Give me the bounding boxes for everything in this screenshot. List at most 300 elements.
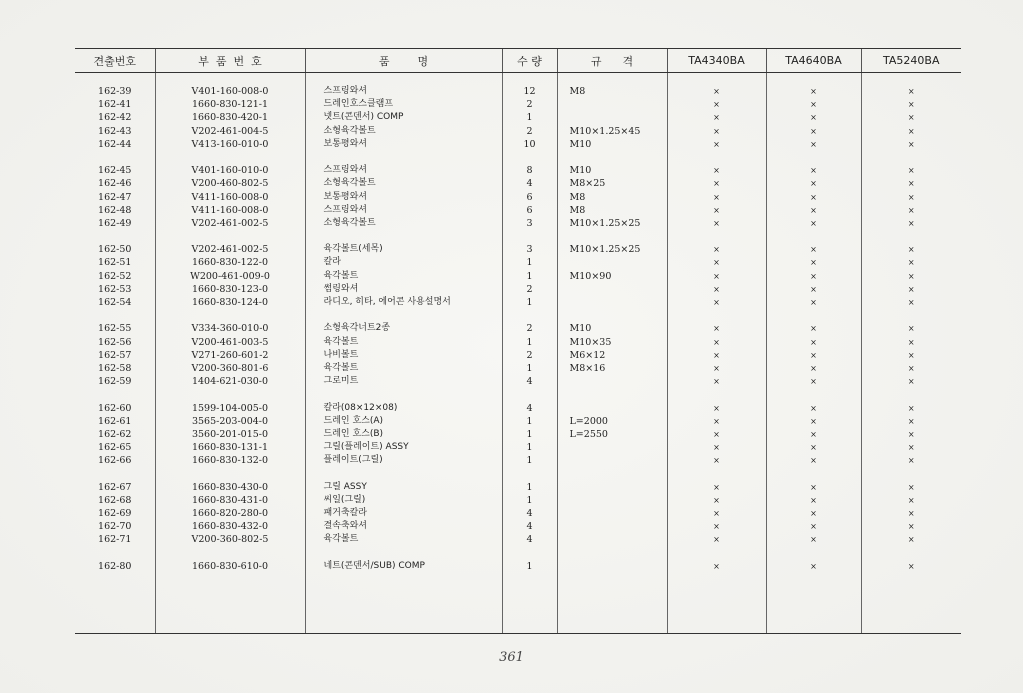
cell-code: 162-50: [98, 244, 132, 256]
model-mark: ×: [810, 377, 817, 387]
model-mark: ×: [810, 456, 817, 466]
model-mark: ×: [810, 443, 817, 453]
cell-spec: [570, 441, 667, 454]
cell-spec: M10×1.25×25: [569, 244, 641, 256]
cell-name: 소형육각볼트: [323, 178, 376, 189]
cell-qty: 3: [526, 217, 533, 229]
cell-part: V202-461-004-5: [191, 125, 269, 137]
model-mark: ×: [907, 179, 915, 189]
model-mark: ×: [713, 218, 720, 228]
model-mark: ×: [810, 192, 817, 202]
model-mark: ×: [713, 456, 720, 466]
model-mark: ×: [713, 126, 720, 136]
cell-part: V200-360-802-5: [191, 534, 269, 546]
header-model-ta4340ba: TA4340BA: [667, 49, 766, 73]
cell-spec: M10: [569, 165, 592, 177]
cell-qty: 1: [526, 362, 533, 374]
cell-part: 1660-830-124-0: [191, 297, 269, 308]
cell-qty: 12: [523, 86, 536, 97]
cell-spec: M10×35: [569, 336, 612, 348]
group-spacer: [324, 388, 502, 401]
group-spacer: [75, 467, 155, 480]
cell-code: 162-52: [98, 270, 132, 282]
cell-code: 162-56: [98, 336, 132, 348]
cell-qty: 10: [523, 138, 536, 150]
cell-part: W200-461-009-0: [190, 270, 270, 282]
quantity-column: [502, 73, 557, 634]
model-mark: ×: [810, 245, 817, 255]
header-part-name: 품 명: [305, 49, 502, 73]
cell-spec: [570, 481, 667, 494]
group-spacer: [668, 151, 766, 164]
code-column: [75, 73, 155, 634]
cell-code: 162-47: [98, 191, 132, 203]
group-spacer: [570, 230, 667, 243]
cell-qty: 6: [526, 204, 533, 216]
cell-qty: 1: [526, 112, 533, 124]
model-mark: ×: [810, 205, 817, 215]
group-spacer: [668, 388, 766, 401]
cell-name: 육각볼트: [323, 336, 359, 347]
model-mark: ×: [713, 416, 720, 426]
model-ta4640ba-column: [766, 73, 861, 634]
model-mark: ×: [713, 337, 720, 347]
cell-part: V200-461-003-5: [191, 336, 269, 348]
cell-code: 162-65: [98, 442, 132, 454]
cell-code: 162-53: [98, 283, 132, 295]
model-mark: ×: [810, 522, 817, 532]
model-mark: ×: [907, 443, 915, 453]
group-spacer: [767, 547, 861, 560]
model-mark: ×: [907, 126, 915, 136]
cell-code: 162-42: [98, 112, 132, 124]
cell-qty: 1: [526, 428, 533, 440]
cell-name: 패거축칼라: [323, 508, 367, 518]
cell-spec: M10: [569, 138, 592, 150]
cell-part: 1660-820-280-0: [191, 508, 269, 519]
model-mark: ×: [907, 561, 915, 571]
cell-name: 결속축와셔: [323, 521, 367, 532]
group-spacer: [668, 547, 766, 560]
cell-spec: M8: [569, 86, 586, 97]
model-mark: ×: [810, 100, 817, 110]
group-spacer: [503, 151, 557, 164]
cell-qty: 3: [526, 244, 533, 256]
cell-part: 1599-104-005-0: [191, 402, 269, 414]
cell-code: 162-46: [98, 178, 132, 190]
model-mark: ×: [907, 456, 915, 466]
model-mark: ×: [713, 561, 720, 571]
model-mark: ×: [810, 403, 817, 413]
model-mark: ×: [713, 443, 720, 453]
model-mark: ×: [713, 166, 720, 176]
model-mark: ×: [810, 337, 817, 347]
cell-name: 씨일(그릴): [323, 494, 366, 505]
cell-spec: L=2550: [569, 428, 608, 440]
group-spacer: [156, 230, 305, 243]
part-name-column: [305, 73, 502, 634]
cell-code: 162-70: [98, 521, 132, 533]
cell-part: 1404-621-030-0: [191, 376, 269, 388]
cell-spec: M8: [569, 204, 586, 216]
cell-qty: 1: [526, 494, 533, 506]
model-mark: ×: [810, 298, 817, 307]
group-spacer: [570, 151, 667, 164]
cell-code: 162-67: [98, 481, 132, 493]
group-spacer: [767, 467, 861, 480]
model-mark: ×: [810, 416, 817, 426]
cell-part: V202-461-002-5: [191, 244, 269, 256]
model-mark: ×: [810, 350, 817, 360]
group-spacer: [570, 309, 667, 322]
model-mark: ×: [907, 522, 915, 532]
cell-code: 162-71: [98, 534, 132, 546]
cell-name: 육각볼트: [323, 362, 359, 373]
cell-spec: M10×90: [569, 270, 612, 282]
cell-part: V200-460-802-5: [191, 178, 269, 190]
cell-qty: 4: [526, 402, 533, 414]
model-mark: ×: [713, 522, 720, 532]
model-mark: ×: [810, 113, 817, 123]
group-spacer: [862, 230, 962, 243]
group-spacer: [156, 467, 305, 480]
cell-code: 162-51: [98, 257, 132, 269]
cell-name: 나비볼트: [323, 349, 359, 360]
model-mark: ×: [810, 482, 817, 492]
cell-part: 1660-830-610-0: [191, 560, 269, 572]
group-spacer: [862, 309, 962, 322]
cell-part: V202-461-002-5: [191, 217, 269, 229]
model-mark: ×: [810, 363, 817, 373]
cell-spec: [570, 111, 667, 124]
model-mark: ×: [907, 482, 915, 492]
model-mark: ×: [810, 87, 817, 96]
cell-code: 162-66: [98, 455, 132, 467]
cell-name: 드레인 호스(B): [323, 428, 384, 439]
group-spacer: [767, 388, 861, 401]
cell-part: V401-160-010-0: [191, 165, 269, 177]
model-mark: ×: [907, 298, 915, 307]
cell-code: 162-54: [98, 297, 132, 308]
cell-code: 162-69: [98, 508, 132, 519]
cell-part: V334-360-010-0: [191, 323, 269, 335]
model-mark: ×: [713, 535, 720, 545]
cell-part: 1660-830-122-0: [191, 257, 269, 269]
cell-name: 소형육각볼트: [323, 217, 376, 228]
cell-spec: M6×12: [569, 349, 606, 361]
cell-code: 162-49: [98, 217, 132, 229]
model-mark: ×: [907, 337, 915, 347]
group-spacer: [324, 151, 502, 164]
group-spacer: [503, 467, 557, 480]
cell-qty: 8: [526, 165, 533, 177]
cell-spec: [570, 507, 667, 520]
group-spacer: [668, 230, 766, 243]
cell-name: 스프링와셔: [323, 204, 367, 215]
model-mark: ×: [713, 284, 720, 294]
cell-part: V411-160-008-0: [191, 204, 269, 216]
model-mark: ×: [907, 284, 915, 294]
cell-code: 162-62: [98, 428, 132, 440]
group-spacer: [862, 547, 962, 560]
model-mark: ×: [713, 87, 720, 96]
cell-name: 보통평와셔: [323, 191, 367, 202]
model-mark: ×: [713, 403, 720, 413]
cell-name: 스프링와셔: [323, 165, 367, 176]
cell-spec: [570, 520, 667, 533]
model-mark: ×: [907, 100, 915, 110]
cell-qty: 2: [526, 99, 533, 111]
group-spacer: [503, 547, 557, 560]
model-mark: ×: [907, 205, 915, 215]
model-mark: ×: [713, 324, 720, 334]
cell-part: V401-160-008-0: [191, 86, 269, 97]
cell-part: 1660-830-131-1: [191, 442, 269, 454]
model-mark: ×: [810, 218, 817, 228]
cell-spec: [570, 98, 667, 111]
model-mark: ×: [810, 258, 817, 268]
model-mark: ×: [907, 271, 915, 281]
cell-spec: M8×16: [569, 362, 606, 374]
table-body-row: [75, 73, 961, 634]
model-mark: ×: [810, 429, 817, 439]
cell-name: 그릴 ASSY: [323, 481, 367, 492]
group-spacer: [75, 309, 155, 322]
header-model-ta5240ba: TA5240BA: [861, 49, 961, 73]
header-code: 견출번호: [75, 49, 155, 73]
header-quantity: 수 량: [502, 49, 557, 73]
spec-column: [557, 73, 667, 634]
group-spacer: [75, 151, 155, 164]
cell-qty: 1: [526, 415, 533, 427]
model-mark: ×: [907, 113, 915, 123]
cell-code: 162-39: [98, 86, 132, 97]
cell-spec: M10: [569, 323, 592, 335]
group-spacer: [503, 230, 557, 243]
cell-name: 스프링와셔: [323, 86, 367, 96]
header-spec: 규 격: [557, 49, 667, 73]
cell-spec: M10×1.25×25: [569, 217, 641, 229]
model-mark: ×: [713, 271, 720, 281]
cell-spec: M10×1.25×45: [569, 125, 641, 137]
model-mark: ×: [810, 284, 817, 294]
cell-qty: 2: [526, 283, 533, 295]
model-mark: ×: [810, 324, 817, 334]
cell-name: 칼라: [323, 257, 341, 268]
cell-part: 3560-201-015-0: [191, 428, 269, 440]
cell-part: 1660-830-121-1: [191, 99, 269, 111]
page-number: 361: [499, 650, 524, 665]
group-spacer: [324, 309, 502, 322]
model-mark: ×: [907, 363, 915, 373]
model-mark: ×: [907, 429, 915, 439]
cell-name: 드레인 호스(A): [323, 415, 384, 426]
cell-name: 썸링와셔: [323, 283, 359, 294]
cell-spec: L=2000: [569, 415, 608, 427]
model-ta5240ba-column: [861, 73, 961, 634]
cell-qty: 4: [526, 376, 533, 388]
cell-qty: 2: [526, 323, 533, 335]
group-spacer: [75, 230, 155, 243]
cell-code: 162-41: [98, 99, 132, 111]
cell-code: 162-80: [98, 560, 132, 572]
cell-name: 넷트(콘덴서) COMP: [323, 112, 404, 123]
cell-name: 플레이트(그릴): [323, 455, 383, 466]
cell-spec: [570, 375, 667, 388]
model-mark: ×: [713, 258, 720, 268]
group-spacer: [75, 388, 155, 401]
model-mark: ×: [907, 166, 915, 176]
model-mark: ×: [713, 205, 720, 215]
cell-code: 162-60: [98, 402, 132, 414]
model-mark: ×: [713, 179, 720, 189]
cell-name: 그릴(플레이트) ASSY: [323, 442, 409, 453]
cell-qty: 1: [526, 257, 533, 269]
cell-part: 1660-830-432-0: [191, 521, 269, 533]
cell-code: 162-59: [98, 376, 132, 388]
table-header-row: [75, 49, 961, 73]
group-spacer: [668, 467, 766, 480]
group-spacer: [503, 388, 557, 401]
model-mark: ×: [907, 377, 915, 387]
cell-name: 칼라(08×12×08): [323, 402, 398, 413]
model-mark: ×: [810, 509, 817, 518]
cell-spec: [570, 402, 667, 415]
cell-name: 보통평와셔: [323, 138, 367, 149]
cell-spec: M8: [569, 191, 586, 203]
model-mark: ×: [713, 363, 720, 373]
group-spacer: [767, 151, 861, 164]
cell-part: 1660-830-431-0: [191, 494, 269, 506]
cell-name: 소형육각볼트: [323, 125, 376, 136]
model-mark: ×: [810, 179, 817, 189]
model-mark: ×: [713, 192, 720, 202]
cell-part: 3565-203-004-0: [191, 415, 269, 427]
group-spacer: [570, 388, 667, 401]
cell-qty: 6: [526, 191, 533, 203]
group-spacer: [668, 309, 766, 322]
model-mark: ×: [907, 87, 915, 96]
model-mark: ×: [907, 416, 915, 426]
model-mark: ×: [713, 113, 720, 123]
group-spacer: [156, 309, 305, 322]
model-ta4340ba-column: [667, 73, 766, 634]
model-mark: ×: [713, 377, 720, 387]
cell-spec: [570, 256, 667, 269]
cell-spec: [570, 560, 667, 573]
model-mark: ×: [713, 509, 720, 518]
model-mark: ×: [907, 350, 915, 360]
cell-qty: 1: [526, 442, 533, 454]
cell-part: 1660-830-420-1: [191, 112, 269, 124]
group-spacer: [862, 467, 962, 480]
model-mark: ×: [907, 218, 915, 228]
cell-qty: 4: [526, 508, 533, 519]
cell-qty: 2: [526, 349, 533, 361]
cell-code: 162-48: [98, 204, 132, 216]
model-mark: ×: [907, 192, 915, 202]
model-mark: ×: [713, 482, 720, 492]
group-spacer: [156, 151, 305, 164]
model-mark: ×: [907, 495, 915, 505]
model-mark: ×: [907, 324, 915, 334]
header-model-ta4640ba: TA4640BA: [766, 49, 861, 73]
cell-name: 소형육각너트2종: [323, 323, 391, 334]
cell-qty: 1: [526, 297, 533, 308]
model-mark: ×: [810, 561, 817, 571]
cell-name: 육각볼트: [323, 270, 359, 281]
model-mark: ×: [713, 429, 720, 439]
group-spacer: [324, 467, 502, 480]
model-mark: ×: [713, 100, 720, 110]
group-spacer: [156, 547, 305, 560]
model-mark: ×: [810, 535, 817, 545]
group-spacer: [324, 230, 502, 243]
cell-qty: 1: [526, 481, 533, 493]
cell-spec: [570, 296, 667, 309]
cell-code: 162-61: [98, 415, 132, 427]
cell-code: 162-58: [98, 362, 132, 374]
group-spacer: [324, 547, 502, 560]
model-mark: ×: [713, 139, 720, 149]
cell-qty: 4: [526, 178, 533, 190]
cell-name: 라디오, 히타, 에어콘 사용설명서: [323, 297, 451, 307]
parts-table: [75, 48, 961, 634]
group-spacer: [156, 388, 305, 401]
cell-spec: [570, 454, 667, 467]
cell-part: V271-260-601-2: [191, 349, 269, 361]
model-mark: ×: [810, 139, 817, 149]
cell-code: 162-55: [98, 323, 132, 335]
cell-qty: 1: [526, 560, 533, 572]
cell-code: 162-57: [98, 349, 132, 361]
group-spacer: [570, 547, 667, 560]
cell-qty: 2: [526, 125, 533, 137]
model-mark: ×: [810, 271, 817, 281]
cell-qty: 4: [526, 521, 533, 533]
cell-part: 1660-830-132-0: [191, 455, 269, 467]
model-mark: ×: [810, 166, 817, 176]
cell-name: 육각볼트(세목): [323, 244, 383, 255]
cell-code: 162-68: [98, 494, 132, 506]
model-mark: ×: [907, 509, 915, 518]
cell-spec: M8×25: [569, 178, 606, 190]
model-mark: ×: [907, 535, 915, 545]
model-mark: ×: [907, 139, 915, 149]
cell-code: 162-44: [98, 138, 132, 150]
group-spacer: [767, 230, 861, 243]
model-mark: ×: [713, 245, 720, 255]
cell-part: V413-160-010-0: [191, 138, 269, 150]
part-number-column: [155, 73, 305, 634]
cell-qty: 4: [526, 534, 533, 546]
cell-code: 162-43: [98, 125, 132, 137]
model-mark: ×: [713, 495, 720, 505]
model-mark: ×: [907, 258, 915, 268]
header-part-number: 부 품 번 호: [155, 49, 305, 73]
model-mark: ×: [907, 245, 915, 255]
cell-name: 네트(콘덴서/SUB) COMP: [323, 560, 425, 571]
group-spacer: [862, 388, 962, 401]
model-mark: ×: [810, 495, 817, 505]
group-spacer: [503, 309, 557, 322]
cell-qty: 1: [526, 336, 533, 348]
cell-part: V200-360-801-6: [191, 362, 269, 374]
group-spacer: [767, 309, 861, 322]
cell-part: 1660-830-123-0: [191, 283, 269, 295]
cell-spec: [570, 494, 667, 507]
cell-code: 162-45: [98, 165, 132, 177]
